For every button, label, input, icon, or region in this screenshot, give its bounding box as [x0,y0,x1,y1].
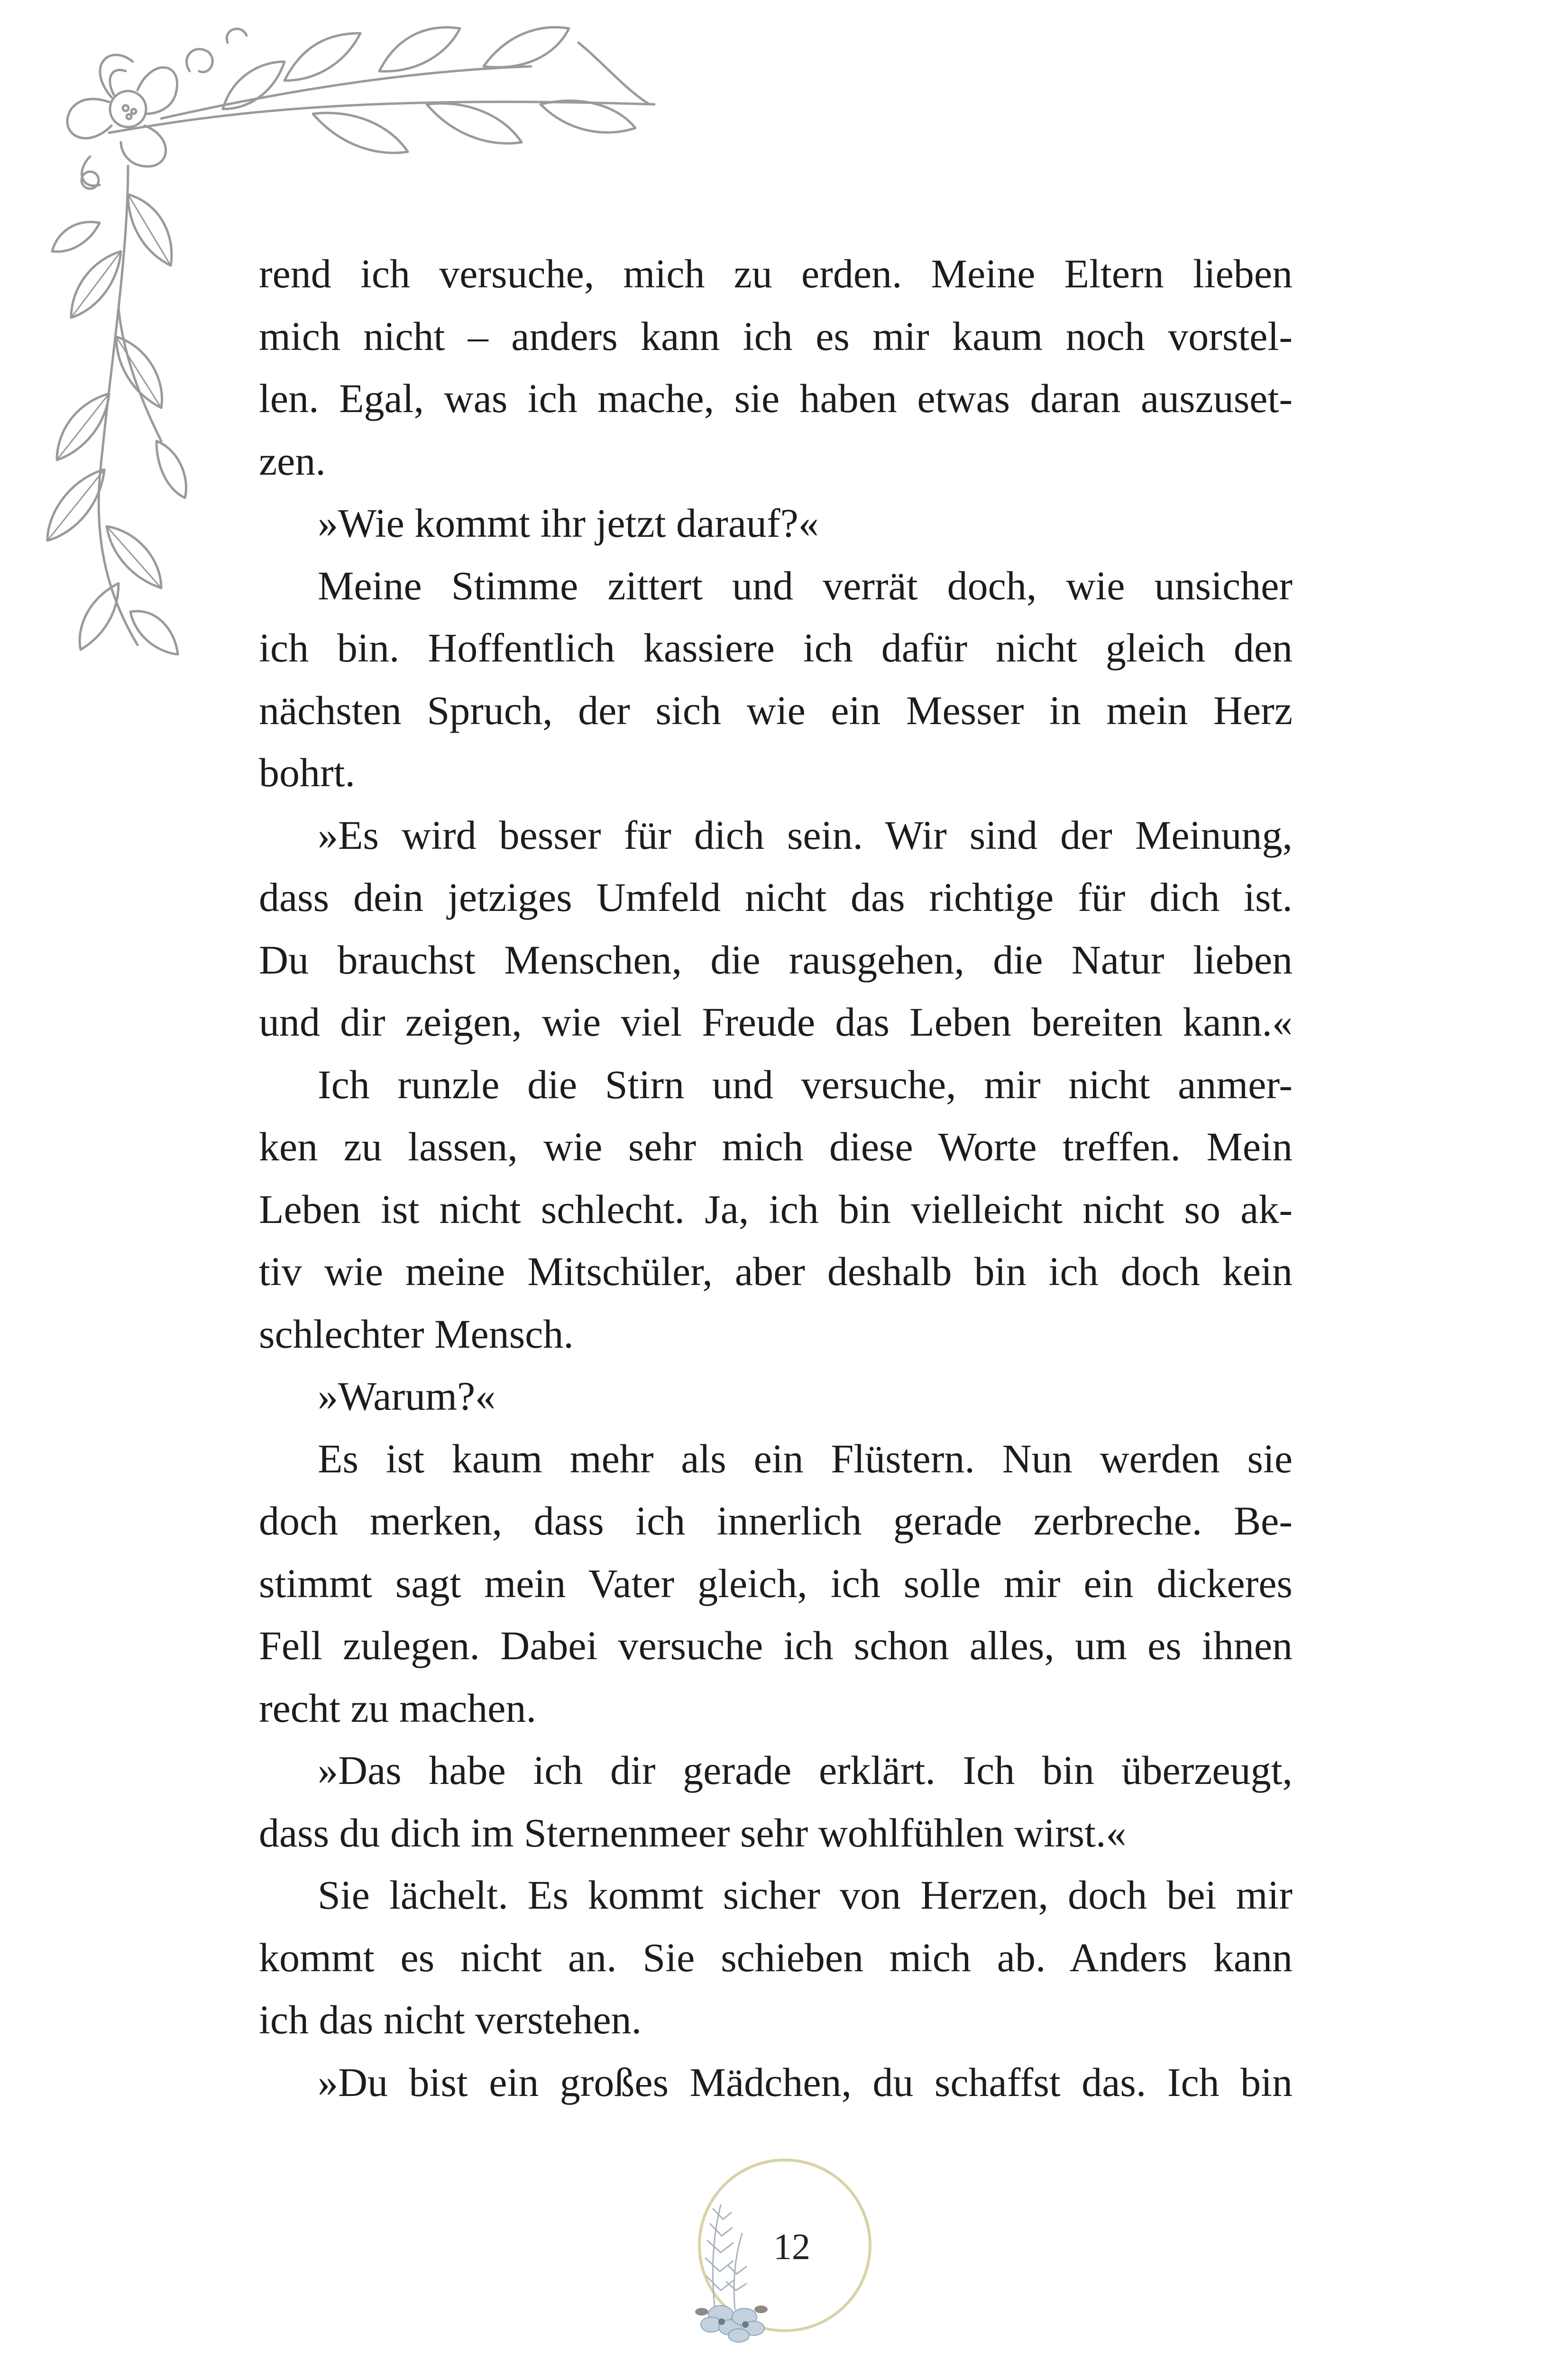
page-number-badge [683,2148,882,2347]
text-line: Leben ist nicht schlecht. Ja, ich bin vielleicht nicht so ak- [259,1186,1293,1232]
text-line: »Warum?« [318,1373,496,1419]
text-line: mich nicht – anders kann ich es mir kaum noch vorstel- [259,313,1293,359]
text-line: len. Egal, was ich mache, sie haben etwas daran auszuset- [259,376,1293,421]
text-line: Fell zulegen. Dabei versuche ich schon alles, um es ihnen [259,1623,1293,1668]
page-number: 12 [773,2226,810,2267]
text-line: Meine Stimme zittert und verrät doch, wie unsicher [318,562,1293,608]
text-line: stimmt sagt mein Vater gleich, ich solle mir ein dickeres [259,1560,1293,1606]
text-line: tiv wie meine Mitschüler, aber deshalb bin ich doch kein [259,1249,1293,1294]
text-line: »Du bist ein großes Mädchen, du schaffst das. Ich bin [318,2059,1293,2105]
text-line: dass du dich im Sternenmeer sehr wohlfühlen wirst.« [259,1810,1127,1856]
text-line: »Das habe ich dir gerade erklärt. Ich bin überzeugt, [318,1747,1293,1793]
text-line: ken zu lassen, wie sehr mich diese Worte treffen. Mein [259,1124,1293,1169]
body-text [259,243,1293,2114]
text-line: bohrt. [259,750,356,795]
text-line: und dir zeigen, wie viel Freude das Leben bereiten kann.« [259,999,1293,1045]
text-line: nächsten Spruch, der sich wie ein Messer in mein Herz [259,687,1293,733]
text-line: ich das nicht verstehen. [259,1997,642,2042]
text-line: Es ist kaum mehr als ein Flüstern. Nun werden sie [318,1435,1293,1481]
text-line: zen. [259,438,326,484]
text-line: ich bin. Hoffentlich kassiere ich dafür nicht gleich den [259,625,1293,671]
text-line: recht zu machen. [259,1685,536,1731]
text-line: dass dein jetziges Umfeld nicht das richtige für dich ist. [259,874,1293,920]
text-line: doch merken, dass ich innerlich gerade zerbreche. Be- [259,1498,1293,1544]
text-line: rend ich versuche, mich zu erden. Meine Eltern lieben [259,251,1293,296]
text-line: Sie lächelt. Es kommt sicher von Herzen, doch bei mir [318,1872,1293,1918]
text-line: schlechter Mensch. [259,1311,574,1357]
text-line: kommt es nicht an. Sie schieben mich ab. Anders kann [259,1934,1293,1980]
text-line: Ich runzle die Stirn und versuche, mir nicht anmer- [318,1061,1293,1107]
text-line: Du brauchst Menschen, die rausgehen, die Natur lieben [259,937,1293,983]
text-line: »Es wird besser für dich sein. Wir sind der Meinung, [318,812,1293,858]
text-line: »Wie kommt ihr jetzt darauf?« [318,500,819,546]
